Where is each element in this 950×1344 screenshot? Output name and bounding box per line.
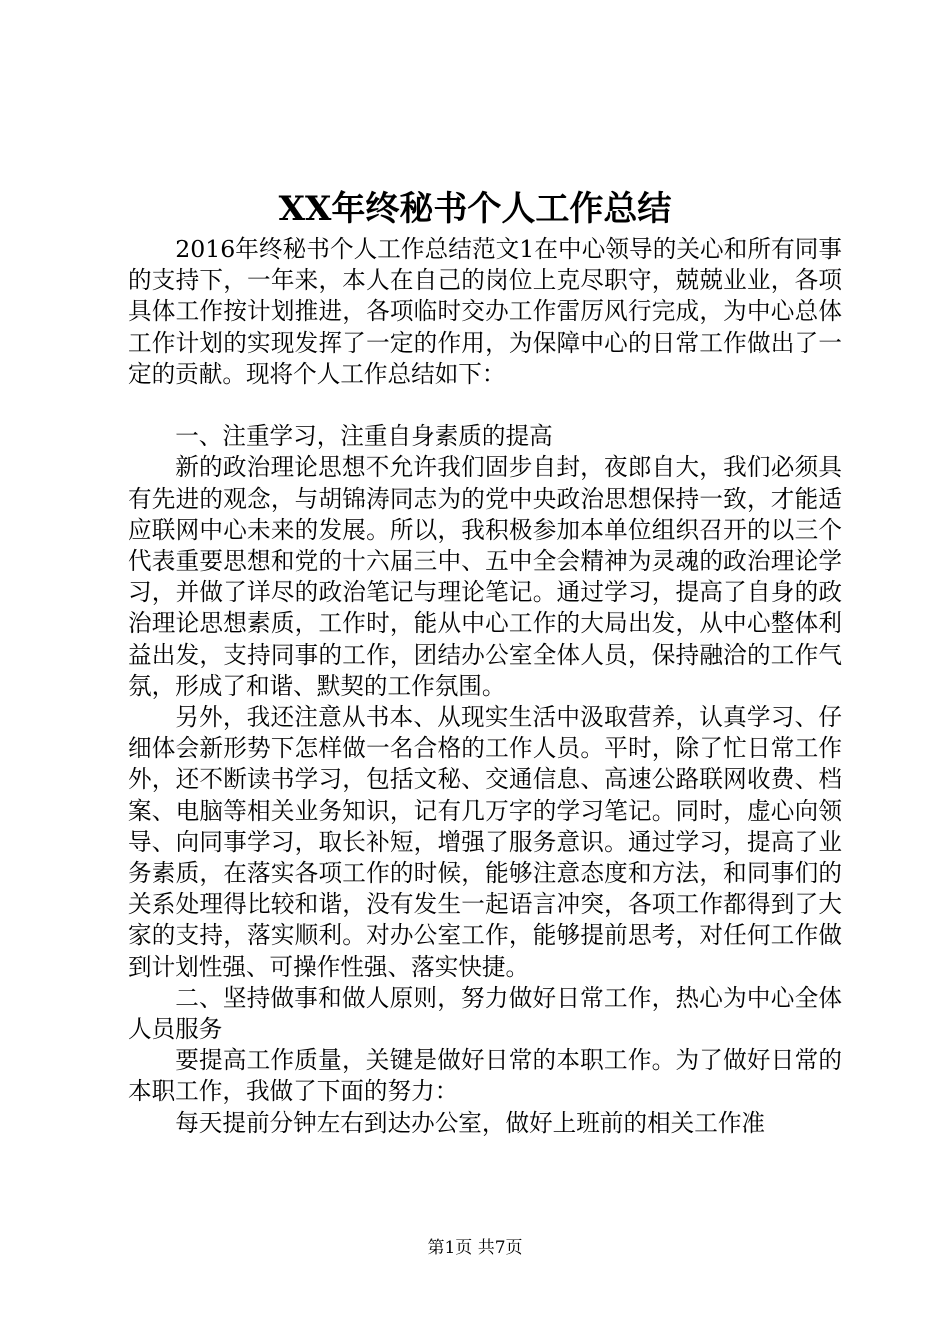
document-body [128, 234, 842, 1139]
page-footer: 第1页 共7页 [427, 1238, 523, 1258]
blank-line [128, 390, 842, 421]
paragraph-intro: 2016年终秘书个人工作总结范文1在中心领导的关心和所有同事的支持下，一年来，本人在自己的岗位上克尽职守，兢兢业业，各项具体工作按计划推进，各项临时交办工作雷厉风行完成，为中心总体工作计划的实现发挥了一定的作用，为保障中心的日常工作做出了一定的贡献。现将个人工作总结如下： [128, 235, 842, 388]
paragraph-section-2-b: 每天提前分钟左右到达办公室，做好上班前的相关工作准 [175, 1108, 766, 1137]
paragraph-section-1-b: 另外，我还注意从书本、从现实生活中汲取营养，认真学习、仔细体会新形势下怎样做一名合格的工作人员。平时，除了忙日常工作外，还不断读书学习，包括文秘、交通信息、高速公路联网收费、档案、电脑等相关业务知识，记有几万字的学习笔记。同时，虚心向领导、向同事学习，取长补短，增强了服务意识。通过学习，提高了业务素质，在落实各项工作的时候，能够注意态度和方法，和同事们的关系处理得比较和谐，没有发生一起语言冲突，各项工作都得到了大家的支持，落实顺利。对办公室工作，能够提前思考，对任何工作做到计划性强、可操作性强、落实快捷。 [128, 703, 842, 981]
section-heading-1: 一、注重学习，注重自身素质的提高 [175, 422, 553, 451]
paragraph-section-1-a: 新的政治理论思想不允许我们固步自封，夜郎自大，我们必须具有先进的观念，与胡锦涛同志为的党中央政治思想保持一致，才能适应联网中心未来的发展。所以，我积极参加本单位组织召开的以三个代表重要思想和党的十六届三中、五中全会精神为灵魂的政治理论学习，并做了详尽的政治笔记与理论笔记。通过学习，提高了自身的政治理论思想素质，工作时，能从中心工作的大局出发，从中心整体利益出发，支持同事的工作，团结办公室全体人员，保持融洽的工作气氛，形成了和谐、默契的工作氛围。 [128, 453, 842, 700]
paragraph-section-2-a: 要提高工作质量，关键是做好日常的本职工作。为了做好日常的本职工作，我做了下面的努力： [128, 1046, 842, 1106]
document-title: XX年终秘书个人工作总结 [278, 189, 672, 229]
section-heading-2: 二、坚持做事和做人原则，努力做好日常工作，热心为中心全体人员服务 [128, 983, 842, 1044]
